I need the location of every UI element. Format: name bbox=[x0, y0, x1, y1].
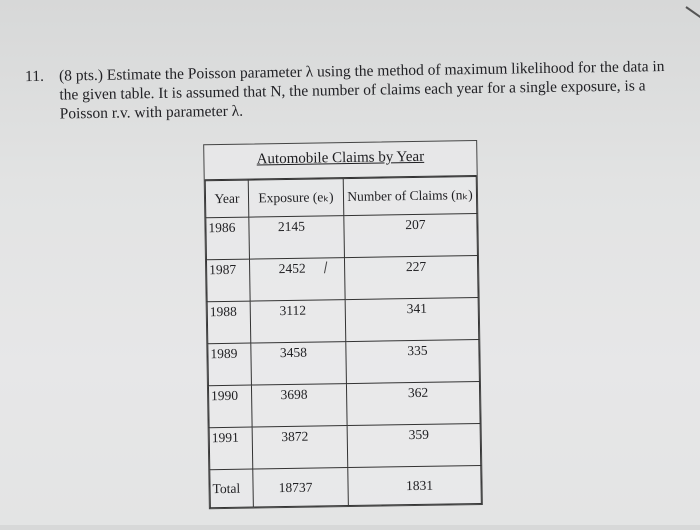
cell-year: 1986 bbox=[206, 217, 250, 260]
table-row bbox=[208, 339, 480, 385]
cell-claims: 359 bbox=[347, 423, 481, 467]
cell-claims: 341 bbox=[345, 297, 479, 341]
cell-total-exposure: 18737 bbox=[253, 468, 349, 507]
cell-claims: 227 bbox=[344, 255, 478, 299]
cell-year: 1990 bbox=[208, 385, 252, 428]
table-row bbox=[208, 381, 480, 427]
problem-statement bbox=[24, 57, 665, 123]
cell-exposure: 3872 bbox=[252, 426, 348, 469]
cell-claims: 207 bbox=[344, 214, 478, 258]
cell-exposure: 3698 bbox=[251, 384, 347, 427]
table-header-row bbox=[205, 177, 477, 218]
table-row bbox=[209, 423, 481, 469]
cell-year: 1988 bbox=[207, 301, 251, 344]
cell-exposure: 2452 bbox=[249, 258, 345, 301]
problem-line-2: the given table. It is assumed that N, the number of claims each year for a single exposure, is a bbox=[59, 77, 646, 104]
problem-line-1: (8 pts.) Estimate the Poisson parameter λ using the method of maximum likelihood for the data in bbox=[58, 58, 665, 85]
table-total-row bbox=[210, 465, 482, 507]
problem-line-3: Poisson r.v. with parameter λ. bbox=[59, 102, 244, 123]
claims-table bbox=[203, 140, 483, 509]
cell-claims: 362 bbox=[346, 381, 480, 425]
cell-year: 1987 bbox=[206, 259, 250, 302]
table-row bbox=[206, 255, 478, 301]
problem-text bbox=[58, 57, 665, 123]
cell-total-label: Total bbox=[210, 469, 254, 508]
cell-year: 1991 bbox=[209, 427, 253, 470]
claims-data-table bbox=[205, 176, 482, 508]
table-row bbox=[206, 214, 478, 260]
header-exposure: Exposure (eₖ) bbox=[248, 179, 344, 217]
cell-exposure: 2145 bbox=[249, 216, 345, 259]
header-claims: Number of Claims (nₖ) bbox=[343, 177, 477, 216]
cell-year: 1989 bbox=[208, 343, 252, 386]
cell-claims: 335 bbox=[346, 339, 480, 383]
cell-total-claims: 1831 bbox=[348, 465, 482, 505]
cell-exposure: 3112 bbox=[250, 300, 346, 343]
table-row bbox=[207, 297, 479, 343]
problem-number: 11. bbox=[24, 67, 45, 86]
table-title: Automobile Claims by Year bbox=[204, 141, 477, 180]
cell-exposure: 3458 bbox=[251, 342, 347, 385]
header-year: Year bbox=[205, 180, 249, 218]
